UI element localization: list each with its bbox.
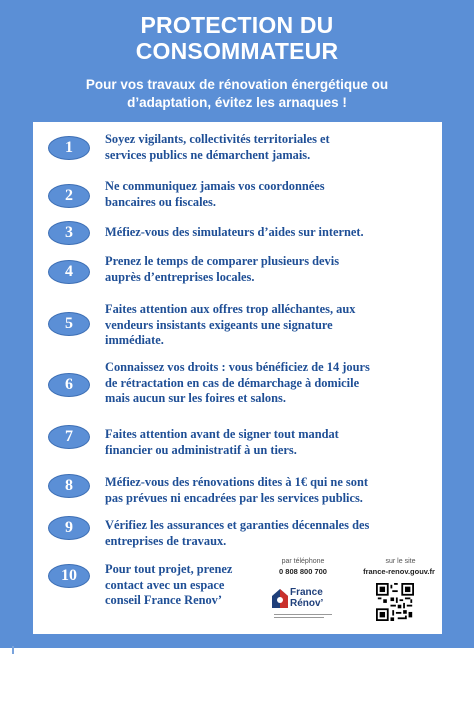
qr-code-icon[interactable] <box>376 583 414 621</box>
advice-line: Connaissez vos droits : vous bénéficiez de 14 jours <box>105 360 370 374</box>
advice-line: immédiate. <box>105 333 164 347</box>
advice-text <box>105 360 437 407</box>
advice-line: bancaires ou fiscales. <box>105 194 216 209</box>
advice-line: services publics ne démarchent jamais. <box>105 147 311 162</box>
site-url[interactable]: france-renov.gouv.fr <box>363 567 435 576</box>
advice-line: Soyez vigilants, collectivités territoriales et <box>105 132 330 146</box>
advice-line: entreprises de travaux. <box>105 533 227 548</box>
subtitle-line-1: Pour vos travaux de rénovation énergétique ou <box>85 77 389 92</box>
number-badge: 8 <box>48 474 90 498</box>
advice-line: de rétractation en cas de démarchage à domicile <box>105 375 360 390</box>
number-badge: 4 <box>48 260 90 284</box>
advice-panel <box>33 122 442 634</box>
advice-text <box>105 254 437 285</box>
advice-line: mais aucun sur les foires et salons. <box>105 391 286 405</box>
advice-line: pas prévues ni encadrées par les services publics. <box>105 490 363 505</box>
advice-line: financier ou administratif à un tiers. <box>105 442 297 457</box>
france-renov-logo <box>270 584 340 628</box>
number-badge: 7 <box>48 425 90 449</box>
advice-line: contact avec un espace <box>105 577 225 592</box>
number-badge: 2 <box>48 184 90 208</box>
advice-text <box>105 302 437 349</box>
advice-text <box>105 427 437 458</box>
advice-line: Faites attention avant de signer tout mandat <box>105 427 339 441</box>
number-badge: 3 <box>48 221 90 245</box>
advice-text <box>105 179 437 210</box>
poster-subtitle <box>20 76 454 112</box>
cursor-mark <box>12 646 14 654</box>
site-caption: sur le site <box>385 558 416 565</box>
house-icon <box>270 586 290 610</box>
advice-line: vendeurs insistants exigeants une signature <box>105 317 333 332</box>
advice-line: Vérifiez les assurances et garanties décennales des <box>105 518 370 532</box>
advice-text <box>105 562 265 609</box>
advice-line: Méfiez-vous des rénovations dites à 1€ qui ne sont <box>105 475 368 489</box>
advice-line: Ne communiquez jamais vos coordonnées <box>105 179 325 193</box>
advice-line: Faites attention aux offres trop alléchantes, aux <box>105 302 356 316</box>
advice-line: conseil France Renov’ <box>105 593 222 607</box>
number-badge: 10 <box>48 564 90 588</box>
logo-word-2: Rénov’ <box>290 598 324 609</box>
advice-text <box>105 475 437 506</box>
logo-word-1: France <box>290 587 323 598</box>
logo-fine-print <box>274 613 336 621</box>
phone-number[interactable]: 0 808 800 700 <box>279 567 327 576</box>
subtitle-line-2: d’adaptation, évitez les arnaques ! <box>127 95 347 110</box>
number-badge: 6 <box>48 373 90 397</box>
poster-title <box>0 12 474 64</box>
title-line-2: CONSOMMATEUR <box>135 38 339 64</box>
advice-text <box>105 518 437 549</box>
bottom-band <box>0 648 474 711</box>
title-line-1: PROTECTION DU <box>140 12 334 38</box>
number-badge: 9 <box>48 516 90 540</box>
number-badge: 1 <box>48 136 90 160</box>
advice-line: Prenez le temps de comparer plusieurs devis <box>105 254 340 268</box>
advice-line: Pour tout projet, prenez <box>105 562 233 576</box>
advice-line: auprès d’entreprises locales. <box>105 269 255 284</box>
advice-line: Méfiez-vous des simulateurs d’aides sur internet. <box>105 225 364 239</box>
advice-text <box>105 132 437 163</box>
contact-block <box>268 558 438 630</box>
advice-text <box>105 225 437 241</box>
phone-caption: par téléphone <box>281 558 325 565</box>
number-badge: 5 <box>48 312 90 336</box>
